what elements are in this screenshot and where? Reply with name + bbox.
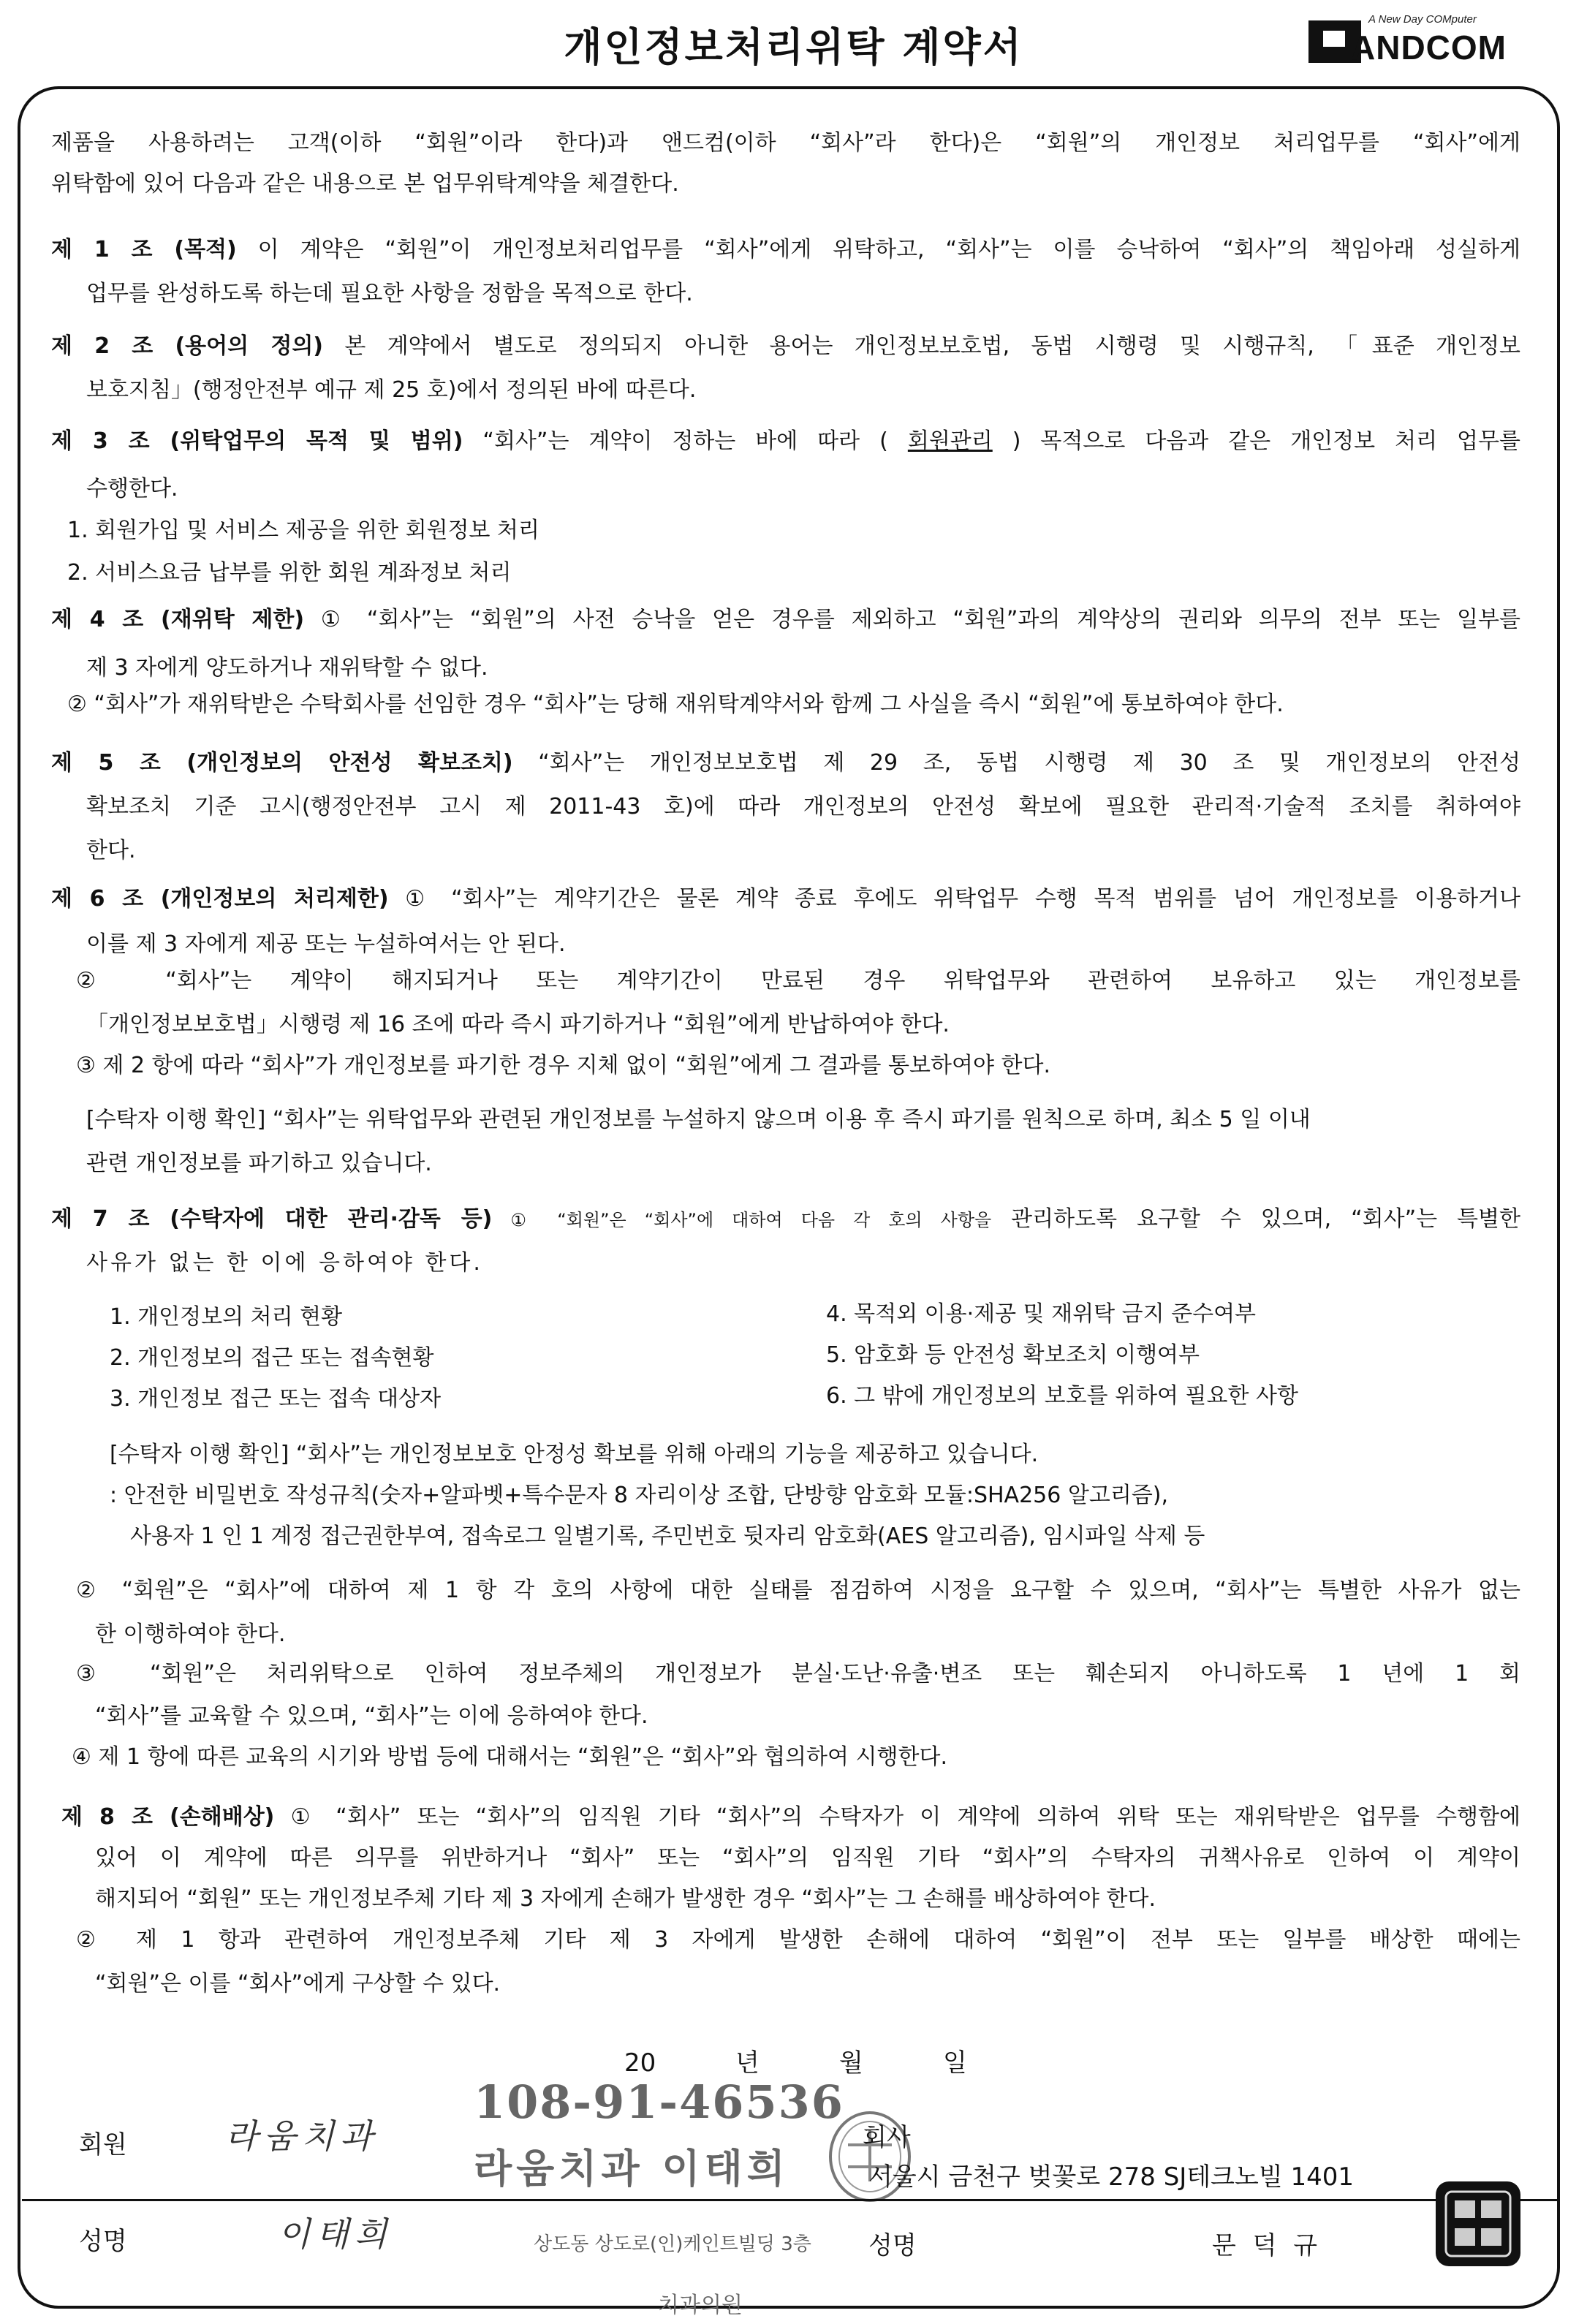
logo-tagline: A New Day COMputer — [1368, 13, 1477, 26]
article-7-confirm-1: [수탁자 이행 확인] “회사”는 개인정보보호 안정성 확보를 위해 아래의 기능을 제공하고 있습니다. — [110, 1442, 1039, 1467]
date-month-unit: 월 — [839, 2048, 863, 2078]
article-7-confirm-3: 사용자 1 인 1 계정 접근권한부여, 접속로그 일별기록, 주민번호 뒷자리 암호화(AES 알고리즘), 임시파일 삭제 등 — [130, 1524, 1205, 1549]
article-7-item-2: 2. 개인정보의 접근 또는 접속현황 — [110, 1345, 434, 1371]
article-4-heading: 제 4 조 (재위탁 제한) — [51, 607, 305, 632]
article-6-confirm-2: 관련 개인정보를 파기하고 있습니다. — [86, 1151, 432, 1176]
article-2-heading: 제 2 조 (용어의 정의) — [51, 333, 324, 359]
article-7-line-2: 사유가 없는 한 이에 응하여야 한다. — [86, 1250, 483, 1276]
name-label-right: 성명 — [868, 2231, 917, 2260]
article-1-heading: 제 1 조 (목적) — [51, 237, 237, 262]
article-7-heading: 제 7 조 (수탁자에 대한 관리·감독 등) — [51, 1206, 493, 1232]
bottom-fragment: 치과의원 — [658, 2293, 743, 2318]
article-3-item-1: 1. 회원가입 및 서비스 제공을 위한 회원정보 처리 — [67, 518, 539, 543]
member-handwritten-name: 라움치과 — [225, 2116, 379, 2156]
name-label-left: 성명 — [79, 2227, 127, 2256]
company-label: 회사 — [863, 2123, 911, 2152]
article-7-para-4: ④ 제 1 항에 따른 교육의 시기와 방법 등에 대해서는 “회원”은 “회사”와 협의하여 시행한다. — [72, 1744, 947, 1770]
article-6-line-2: 이를 제 3 자에게 제공 또는 누설하여서는 안 된다. — [86, 931, 566, 957]
representative-name: 문 덕 규 — [1212, 2231, 1322, 2260]
article-7-para-3-line-1: ③ “회원”은 처리위탁으로 인하여 정보주체의 개인정보가 분실·도난·유출·변조 또는 훼손되지 아니하도록 1 년에 1 회 — [76, 1661, 1520, 1687]
intro-line-1: 제품을 사용하려는 고객(이하 “회원”이라 한다)과 앤드컴(이하 “회사”라 한다)은 “회원”의 개인정보 처리업무를 “회사”에게 — [51, 130, 1520, 156]
article-4-line-2: 제 3 자에게 양도하거나 재위탁할 수 없다. — [86, 655, 488, 681]
company-seal-icon — [1433, 2179, 1523, 2269]
article-5-line-2: 확보조치 기준 고시(행정안전부 고시 제 2011-43 호)에 따라 개인정보의 안전성 확보에 필요한 관리적·기술적 조치를 취하여야 — [86, 794, 1520, 820]
article-5-line-1: 제 5 조 (개인정보의 안전성 확보조치) “회사”는 개인정보보호법 제 29 조, 동법 시행령 제 30 조 및 개인정보의 안전성 — [51, 750, 1520, 776]
handwritten-name: 이태희 — [278, 2214, 393, 2254]
document-title: 개인정보처리위탁 계약서 — [564, 24, 1023, 70]
logo-name: ANDCOM — [1351, 29, 1507, 67]
andcom-logo — [1308, 13, 1528, 66]
member-label: 회원 — [79, 2130, 127, 2160]
article-7-item-4: 4. 목적외 이용·제공 및 재위탁 금지 준수여부 — [826, 1301, 1257, 1327]
address-fragment: 상도동 상도로(인)케인트빌딩 3층 — [534, 2233, 811, 2255]
article-1-line-2: 업무를 완성하도록 하는데 필요한 사항을 정함을 목적으로 한다. — [86, 281, 693, 306]
article-3-line-1: 제 3 조 (위탁업무의 목적 및 범위) “회사”는 계약이 정하는 바에 따라 ( 회원관리 ) 목적으로 다음과 같은 개인정보 처리 업무를 — [51, 428, 1520, 454]
article-3-line-2: 수행한다. — [86, 476, 178, 501]
date-year-unit: 년 — [735, 2048, 760, 2078]
intro-line-2: 위탁함에 있어 다음과 같은 내용으로 본 업무위탁계약을 체결한다. — [51, 171, 679, 197]
article-7-line-1: 제 7 조 (수탁자에 대한 관리·감독 등) ① “회원”은 “회사”에 대하여 다음 각 호의 사항을 관리하도록 요구할 수 있으며, “회사”는 특별한 — [51, 1206, 1520, 1232]
article-7-para-3-line-2: “회사”를 교육할 수 있으며, “회사”는 이에 응하여야 한다. — [95, 1703, 648, 1729]
member-stamp: 라움치과 이태희 — [474, 2145, 789, 2192]
article-8-line-2: 있어 이 계약에 따른 의무를 위반하거나 “회사” 또는 “회사”의 임직원 기타 “회사”의 수탁자의 귀책사유로 인하여 이 계약이 — [95, 1845, 1520, 1871]
article-7-item-5: 5. 암호화 등 안전성 확보조치 이행여부 — [826, 1342, 1200, 1368]
article-4-line-3: ② “회사”가 재위탁받은 수탁회사를 선임한 경우 “회사”는 당해 재위탁계약서와 함께 그 사실을 즉시 “회원”에 통보하여야 한다. — [67, 692, 1284, 717]
article-6-confirm-1: [수탁자 이행 확인] “회사”는 위탁업무와 관련된 개인정보를 누설하지 않으며 이용 후 즉시 파기를 원칙으로 하며, 최소 5 일 이내 — [86, 1107, 1311, 1132]
article-6-heading: 제 6 조 (개인정보의 처리제한) — [51, 886, 389, 912]
signature-divider — [22, 2199, 1557, 2201]
article-7-confirm-2: : 안전한 비밀번호 작성규칙(숫자+알파벳+특수문자 8 자리이상 조합, 단방향 암호화 모듈:SHA256 알고리즘), — [110, 1483, 1169, 1508]
purpose-field: 회원관리 — [907, 428, 993, 454]
article-8-line-3: 해지되어 “회원” 또는 개인정보주체 기타 제 3 자에게 손해가 발생한 경우 “회사”는 그 손해를 배상하여야 한다. — [95, 1886, 1156, 1912]
article-5-heading: 제 5 조 (개인정보의 안전성 확보조치) — [51, 750, 513, 776]
article-4-line-1: 제 4 조 (재위탁 제한) ① “회사”는 “회원”의 사전 승낙을 얻은 경우를 제외하고 “회원”과의 계약상의 권리와 의무의 전부 또는 일부를 — [51, 607, 1520, 632]
article-8-line-1: 제 8 조 (손해배상) ① “회사” 또는 “회사”의 임직원 기타 “회사”의 수탁자가 이 계약에 의하여 위탁 또는 재위탁받은 업무를 수행함에 — [61, 1804, 1520, 1830]
article-7-item-1: 1. 개인정보의 처리 현황 — [110, 1304, 343, 1330]
article-2-line-2: 보호지침」(행정안전부 예규 제 25 호)에서 정의된 바에 따른다. — [86, 377, 697, 403]
article-8-line-4: ② 제 1 항과 관련하여 개인정보주체 기타 제 3 자에게 발생한 손해에 대하여 “회원”이 전부 또는 일부를 배상한 때에는 — [76, 1927, 1520, 1953]
article-3-heading: 제 3 조 (위탁업무의 목적 및 범위) — [51, 428, 463, 454]
article-6-line-3: ② “회사”는 계약이 해지되거나 또는 계약기간이 만료된 경우 위탁업무와 관련하여 보유하고 있는 개인정보를 — [76, 968, 1520, 993]
article-7-item-6: 6. 그 밖에 개인정보의 보호를 위하여 필요한 사항 — [826, 1383, 1298, 1409]
article-6-line-5: ③ 제 2 항에 따라 “회사”가 개인정보를 파기한 경우 지체 없이 “회원”에게 그 결과를 통보하여야 한다. — [76, 1053, 1050, 1078]
article-6-line-4: 「개인정보보호법」시행령 제 16 조에 따라 즉시 파기하거나 “회원”에게 반납하여야 한다. — [86, 1012, 950, 1037]
article-1-line-1: 제 1 조 (목적) 이 계약은 “회원”이 개인정보처리업무를 “회사”에게 위탁하고, “회사”는 이를 승낙하여 “회사”의 책임아래 성실하게 — [51, 237, 1520, 262]
date-year: 20 — [624, 2048, 656, 2078]
article-8-heading: 제 8 조 (손해배상) — [61, 1804, 275, 1830]
business-number: 108-91-46536 — [474, 2075, 844, 2129]
article-7-item-3: 3. 개인정보 접근 또는 접속 대상자 — [110, 1386, 442, 1412]
article-2-line-1: 제 2 조 (용어의 정의) 본 계약에서 별도로 정의되지 아니한 용어는 개인정보보호법, 동법 시행령 및 시행규칙, 「표준 개인정보 — [51, 333, 1520, 359]
article-6-line-1: 제 6 조 (개인정보의 처리제한) ① “회사”는 계약기간은 물론 계약 종료 후에도 위탁업무 수행 목적 범위를 넘어 개인정보를 이용하거나 — [51, 886, 1521, 912]
date-day-unit: 일 — [943, 2048, 967, 2078]
article-7-para-2-line-1: ② “회원”은 “회사”에 대하여 제 1 항 각 호의 사항에 대한 실태를 점검하여 시정을 요구할 수 있으며, “회사”는 특별한 사유가 없는 — [76, 1578, 1520, 1603]
article-8-line-5: “회원”은 이를 “회사”에게 구상할 수 있다. — [95, 1971, 501, 1996]
article-7-para-2-line-2: 한 이행하여야 한다. — [95, 1621, 286, 1647]
article-5-line-3: 한다. — [86, 838, 136, 863]
company-address: 서울시 금천구 벚꽃로 278 SJ테크노빌 1401 — [868, 2162, 1355, 2192]
article-3-item-2: 2. 서비스요금 납부를 위한 회원 계좌정보 처리 — [67, 560, 512, 586]
